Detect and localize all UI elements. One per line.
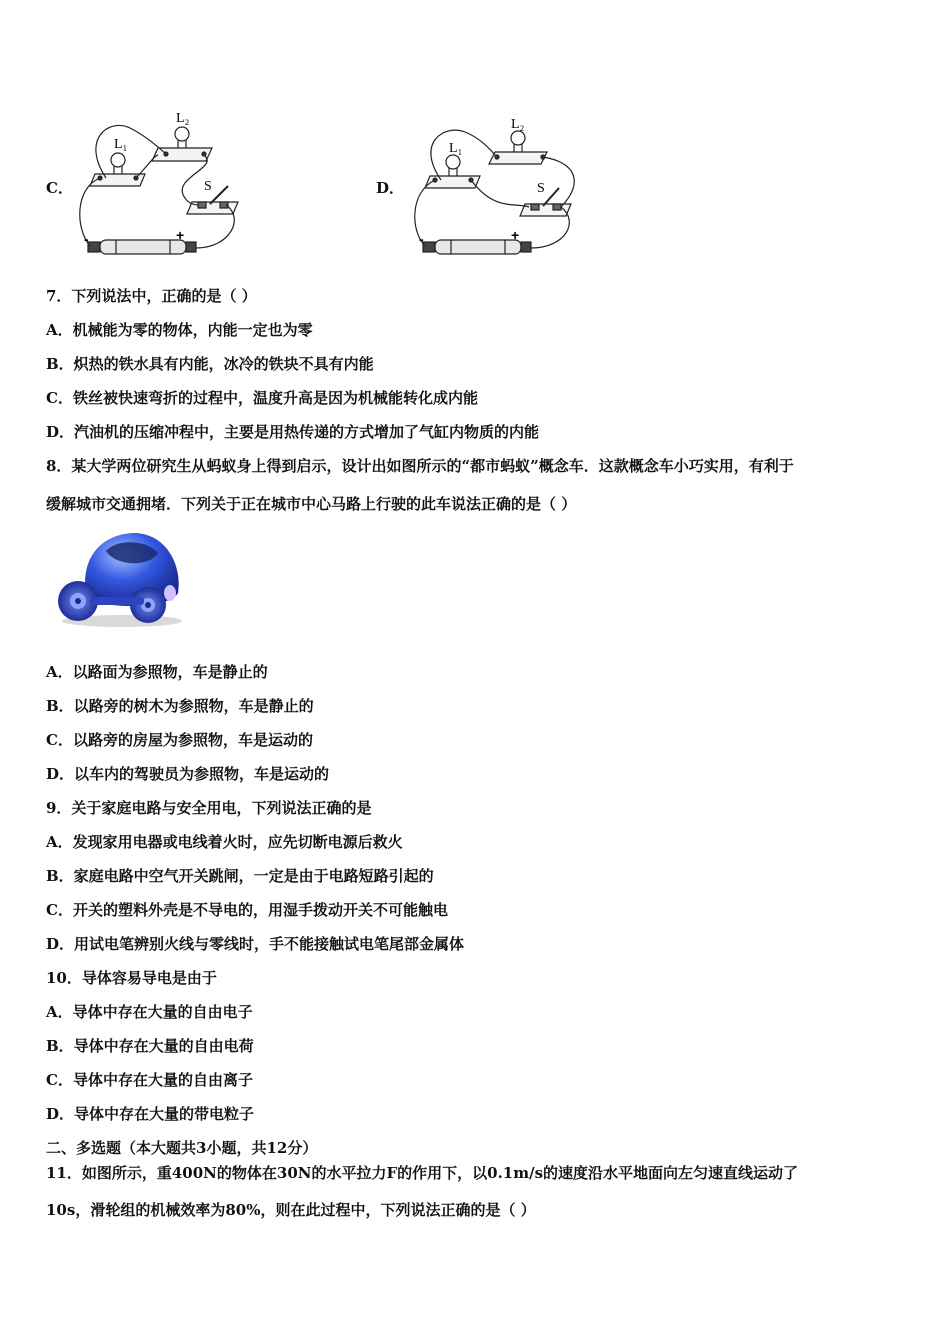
q8-option-d: D．以车内的驾驶员为参照物，车是运动的 <box>46 765 330 783</box>
d-l1-label: L₁ <box>449 141 463 156</box>
q11-stem-line2: 10s，滑轮组的机械效率为80%，则在此过程中，下列说法正确的是（ ） <box>46 1201 536 1219</box>
d-minus-label: - <box>419 231 424 247</box>
q10-option-b: B．导体中存在大量的自由电荷 <box>46 1037 254 1055</box>
q11-stem-line1: 11．如图所示，重400N的物体在30N的水平拉力F的作用下，以0.1m/s的速度沿水平地面向左匀速直线运动了 <box>46 1164 799 1182</box>
d-plus-label: + <box>511 227 520 243</box>
circuit-diagram-c <box>70 108 250 260</box>
q9-option-c: C．开关的塑料外壳是不导电的，用湿手拨动开关不可能触电 <box>46 901 448 919</box>
c-minus-label: - <box>84 231 89 247</box>
c-switch-label: S <box>204 179 212 194</box>
q8-option-c: C．以路旁的房屋为参照物，车是运动的 <box>46 731 313 749</box>
q8-stem-line1: 8．某大学两位研究生从蚂蚁身上得到启示，设计出如图所示的“都市蚂蚁”概念车．这款概念车小巧实用，有利于 <box>46 457 794 475</box>
q7-option-b: B．炽热的铁水具有内能，冰冷的铁块不具有内能 <box>46 355 374 373</box>
q8-stem-line2: 缓解城市交通拥堵．下列关于正在城市中心马路上行驶的此车说法正确的是（ ） <box>46 495 577 513</box>
q7-option-c: C．铁丝被快速弯折的过程中，温度升高是因为机械能转化成内能 <box>46 389 478 407</box>
q9-option-a: A．发现家用电器或电线着火时，应先切断电源后救火 <box>46 833 403 851</box>
ant-concept-car-image <box>50 527 190 629</box>
q9-option-b: B．家庭电路中空气开关跳闸，一定是由于电路短路引起的 <box>46 867 434 885</box>
d-l2-label: L₂ <box>511 117 525 132</box>
d-switch-label: S <box>537 181 545 196</box>
section-heading-multi-choice: 二、多选题（本大题共3小题，共12分） <box>46 1139 318 1157</box>
q7-stem: 7．下列说法中，正确的是（ ） <box>46 287 257 305</box>
q9-option-d: D．用试电笔辨别火线与零线时，手不能接触试电笔尾部金属体 <box>46 935 465 953</box>
c-plus-label: + <box>176 227 185 243</box>
q10-stem: 10．导体容易导电是由于 <box>46 969 217 987</box>
q10-option-c: C．导体中存在大量的自由离子 <box>46 1071 253 1089</box>
option-d-label: D． <box>376 179 405 197</box>
q10-option-a: A．导体中存在大量的自由电子 <box>46 1003 253 1021</box>
q7-option-d: D．汽油机的压缩冲程中，主要是用热传递的方式增加了气缸内物质的内能 <box>46 423 540 441</box>
circuit-diagram-d <box>405 112 585 262</box>
q8-option-b: B．以路旁的树木为参照物，车是静止的 <box>46 697 314 715</box>
q9-stem: 9．关于家庭电路与安全用电，下列说法正确的是 <box>46 799 372 817</box>
c-l2-label: L₂ <box>176 111 190 126</box>
q8-option-a: A．以路面为参照物，车是静止的 <box>46 663 268 681</box>
q7-option-a: A．机械能为零的物体，内能一定也为零 <box>46 321 313 339</box>
c-l1-label: L₁ <box>114 137 128 152</box>
option-c-label: C． <box>46 179 73 197</box>
q10-option-d: D．导体中存在大量的带电粒子 <box>46 1105 255 1123</box>
